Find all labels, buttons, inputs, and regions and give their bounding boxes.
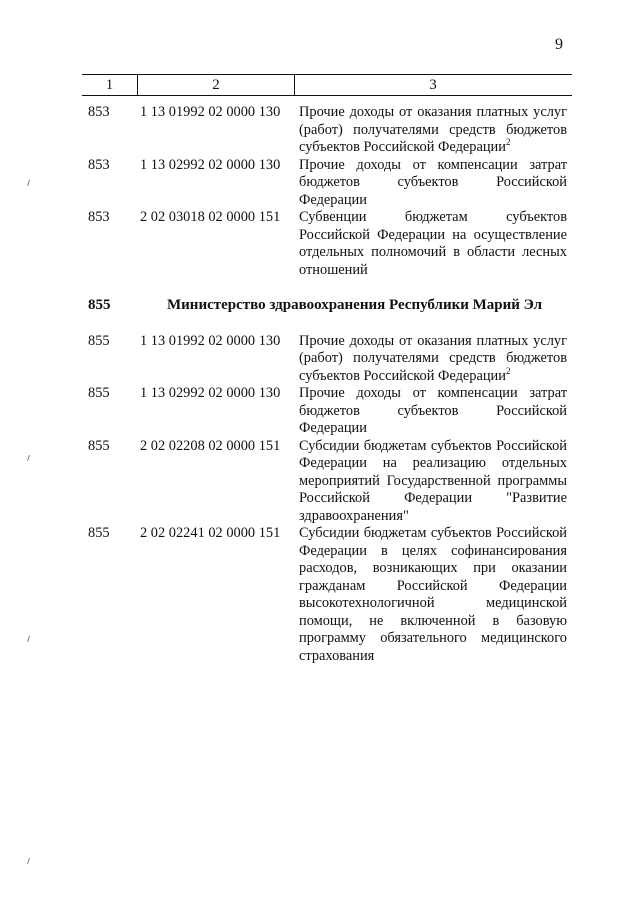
income-description: Прочие доходы от компенсации затрат бюджетов субъектов Российской Федерации	[299, 385, 567, 436]
budget-classification-code: 1 13 02992 02 0000 130	[140, 156, 281, 173]
footnote-mark: 2	[505, 365, 511, 376]
admin-code: 855	[88, 385, 110, 401]
header-col-3: 3	[429, 77, 437, 93]
budget-classification-code: 1 13 01992 02 0000 130	[140, 332, 281, 349]
table-group	[82, 104, 572, 279]
table-row	[82, 209, 572, 279]
section-header	[82, 297, 572, 315]
margin-mark	[27, 180, 32, 186]
table-row	[82, 438, 572, 526]
margin-mark	[27, 858, 32, 864]
budget-classification-code: 1 13 01992 02 0000 130	[140, 104, 281, 120]
admin-code: 855	[88, 332, 110, 349]
income-description: Субсидии бюджетам субъектов Российской Федерации на реализацию отдельных мероприятий Государственной программы Российской Федерации "Развитие здравоохранения"	[299, 437, 567, 524]
table-row	[82, 333, 572, 386]
budget-classification-code: 2 02 02208 02 0000 151	[140, 437, 281, 454]
income-description: Субвенции бюджетам субъектов Российской Федерации на осуществление отдельных полномочий в области лесных отношений	[299, 209, 567, 278]
admin-code: 855	[88, 525, 110, 541]
table-group	[82, 297, 572, 665]
table-row	[82, 525, 572, 665]
footnote-mark: 2	[505, 137, 511, 148]
income-description: Прочие доходы от компенсации затрат бюджетов субъектов Российской Федерации	[299, 156, 567, 208]
admin-code: 853	[88, 209, 110, 225]
margin-mark	[27, 636, 32, 642]
budget-codes-table	[82, 74, 572, 665]
income-description: Прочие доходы от оказания платных услуг (работ) получателями средств бюджетов субъектов Российской Федерации$^2$	[299, 104, 567, 155]
section-title: Министерство здравоохранения Республики Марий Эл	[167, 297, 543, 313]
admin-code: 853	[88, 156, 110, 173]
table-row	[82, 157, 572, 210]
budget-classification-code: 2 02 02241 02 0000 151	[140, 525, 281, 541]
section-code: 855	[88, 297, 111, 313]
budget-classification-code: 2 02 03018 02 0000 151	[140, 209, 281, 225]
table-row	[82, 104, 572, 157]
budget-classification-code: 1 13 02992 02 0000 130	[140, 385, 281, 401]
margin-mark	[27, 455, 32, 461]
page-number: 9	[555, 36, 563, 53]
header-col-1: 1	[105, 77, 114, 93]
admin-code: 853	[88, 104, 110, 120]
income-description: Субсидии бюджетам субъектов Российской Федерации в целях софинансирования расходов, возникающих при оказании гражданам Российской Федерации высокотехнологичной медицинской помощи, не включенной в базовую программу обязательного медицинского страхования	[299, 525, 567, 664]
header-col-2: 2	[137, 75, 295, 95]
admin-code: 855	[88, 437, 110, 454]
income-description: Прочие доходы от оказания платных услуг (работ) получателями средств бюджетов субъектов Российской Федерации$^2$	[299, 332, 567, 384]
table-row	[82, 385, 572, 438]
table-header	[82, 74, 572, 96]
